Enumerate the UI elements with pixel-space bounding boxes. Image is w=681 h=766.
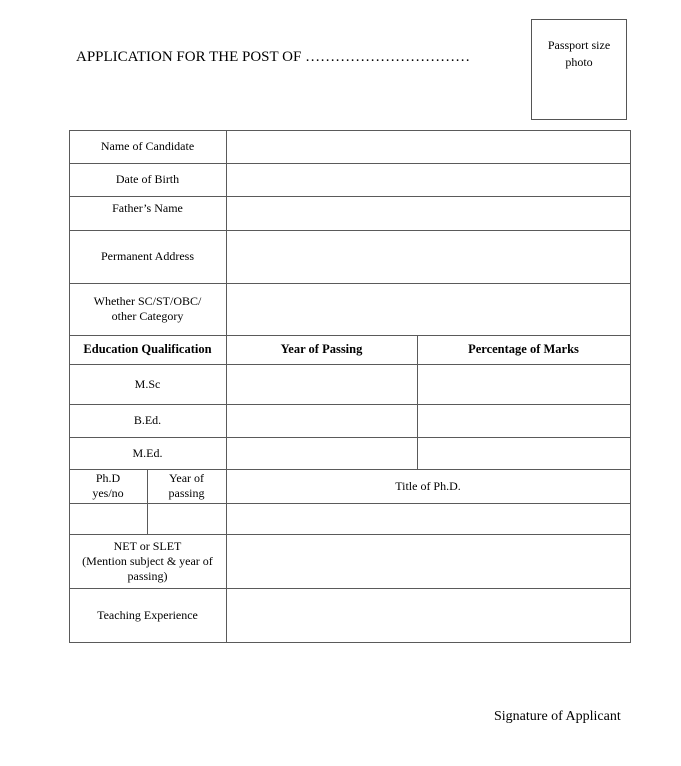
- category-label-line1: Whether SC/ST/OBC/: [93, 294, 202, 308]
- med-percentage-field[interactable]: [418, 438, 630, 469]
- phd-year-field[interactable]: [148, 504, 226, 534]
- year-of-passing-header: Year of Passing: [280, 342, 363, 356]
- form-title: APPLICATION FOR THE POST OF ……………………………: [76, 49, 471, 65]
- name-field[interactable]: [227, 131, 630, 163]
- category-field[interactable]: [227, 284, 630, 335]
- msc-label: M.Sc: [134, 376, 161, 391]
- table-rule: [630, 130, 631, 643]
- address-label: Permanent Address: [101, 249, 194, 263]
- teaching-experience-label: Teaching Experience: [97, 607, 198, 622]
- phd-year-label: [147, 469, 226, 503]
- category-label-line2: other Category: [111, 309, 184, 323]
- teaching-experience-field[interactable]: [227, 589, 630, 642]
- phd-label-line1: Ph.D: [95, 471, 121, 485]
- bed-year-field[interactable]: [227, 405, 417, 437]
- msc-percentage-field[interactable]: [418, 365, 630, 404]
- application-table: [69, 130, 631, 643]
- father-name-field[interactable]: [227, 197, 630, 230]
- net-label-line3: passing): [127, 568, 168, 583]
- phd-label-line2: yes/no: [92, 486, 124, 500]
- net-slet-field[interactable]: [227, 535, 630, 588]
- address-field[interactable]: [227, 231, 630, 283]
- photo-label-line2: photo: [565, 55, 593, 69]
- photo-label-line1: Passport size: [547, 38, 611, 52]
- category-label: [69, 283, 226, 335]
- phd-label: [69, 469, 147, 503]
- phd-title-label: Title of Ph.D.: [395, 478, 461, 493]
- phd-title-field[interactable]: [227, 504, 630, 534]
- phd-yes-no-field[interactable]: [70, 504, 147, 534]
- net-label-line1: NET or SLET: [113, 538, 182, 553]
- bed-percentage-field[interactable]: [418, 405, 630, 437]
- signature-label: Signature of Applicant: [494, 709, 621, 724]
- name-label: Name of Candidate: [100, 139, 195, 153]
- dob-field[interactable]: [227, 164, 630, 196]
- phd-year-label-line2: passing: [168, 486, 205, 500]
- bed-label: B.Ed.: [133, 413, 162, 427]
- percentage-header: Percentage of Marks: [468, 342, 579, 356]
- father-name-label: Father’s Name: [112, 201, 183, 215]
- net-label-line2: (Mention subject & year of: [82, 553, 213, 568]
- med-year-field[interactable]: [227, 438, 417, 469]
- net-slet-label: [69, 534, 226, 588]
- msc-year-field[interactable]: [227, 365, 417, 404]
- phd-year-label-line1: Year of: [168, 471, 205, 485]
- education-header: Education Qualification: [83, 342, 212, 356]
- table-rule: [69, 642, 631, 643]
- passport-photo-box: [531, 19, 627, 120]
- dob-label: Date of Birth: [115, 172, 180, 186]
- med-label: M.Ed.: [132, 445, 163, 460]
